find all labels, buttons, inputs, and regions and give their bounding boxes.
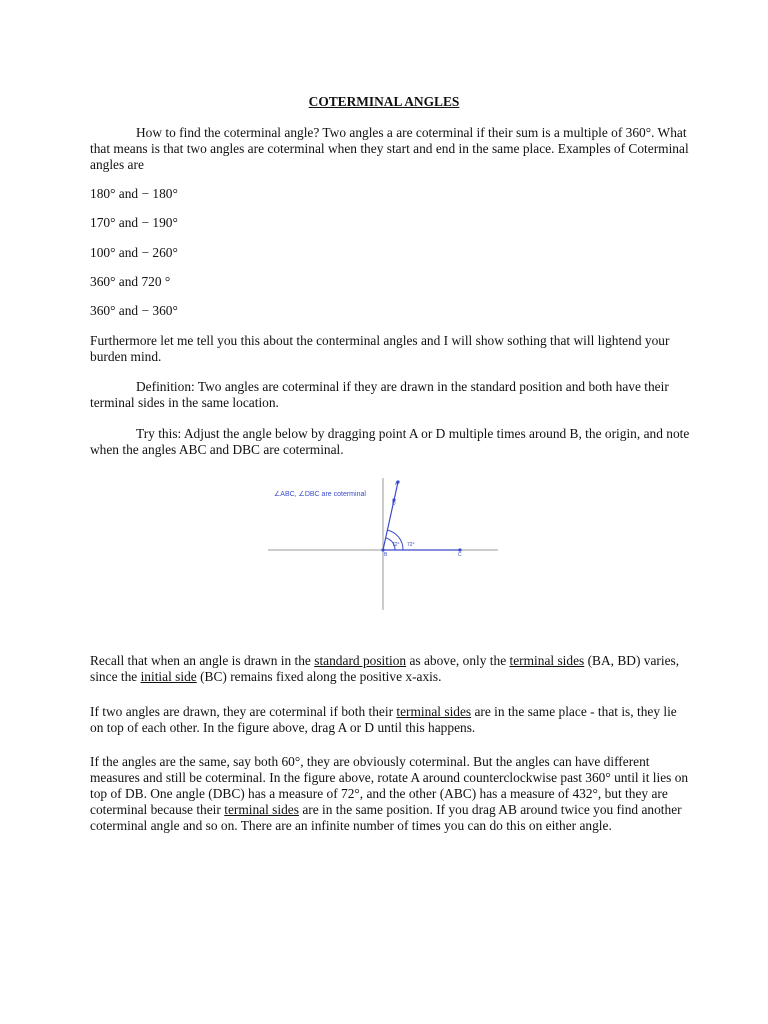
recall-text-4: (BC) remains fixed along the positive x-axis. <box>196 669 442 684</box>
angle-figure[interactable] <box>262 474 502 614</box>
label-b: B <box>384 552 388 558</box>
example-1: 180° and − 180° <box>90 186 178 201</box>
same-text-2: are in the same position. If you drag AB around twice you find another coterminal angle and so on. There are an infinite number of times you can do this on either angle. <box>90 802 682 833</box>
angle-label-1: 72° <box>392 542 400 548</box>
two-angles-text-1: If two angles are drawn, they are coterminal if both their <box>90 704 397 719</box>
intro-paragraph: How to find the coterminal angle? Two angles a are coterminal if their sum is a multiple of 360°. What that means is that two angles are coterminal when they start and end in the same place. Examples of Coterminal angles are <box>90 125 689 172</box>
same-angles-paragraph <box>90 754 690 834</box>
recall-text-1: Recall that when an angle is drawn in the <box>90 653 315 668</box>
label-d: D <box>392 501 396 507</box>
example-4: 360° and 720 ° <box>90 274 171 289</box>
angle-label-2: 72° <box>407 542 415 548</box>
figure-caption: ∠ABC, ∠DBC are coterminal <box>274 491 366 498</box>
page-title: COTERMINAL ANGLES <box>308 94 460 109</box>
recall-paragraph <box>90 653 690 685</box>
definition-paragraph: Definition: Two angles are coterminal if they are drawn in the standard position and both have their terminal sides in the same location. <box>90 379 669 410</box>
two-angles-link-terminal-sides: terminal sides <box>396 704 472 719</box>
try-this-paragraph: Try this: Adjust the angle below by dragging point A or D multiple times around B, the origin, and note when the angles ABC and DBC are coterminal. <box>90 426 690 457</box>
recall-link-terminal-sides: terminal sides <box>509 653 585 668</box>
two-angles-paragraph <box>90 704 690 736</box>
two-angles-text-2: are in the same place - that is, they lie on top of each other. In the figure above, drag A or D until this happens. <box>90 704 677 735</box>
same-text-1: If the angles are the same, say both 60°, they are obviously coterminal. But the angles can have different measures and still be coterminal. In the figure above, rotate A around counterclockwise past 360° until it lies on top of DB. One angle (DBC) has a measure of 72°, and the other (ABC) has a measure of 432°, but they are coterminal because their <box>90 754 689 817</box>
example-5: 360° and − 360° <box>90 303 178 318</box>
label-a: A <box>395 481 399 487</box>
recall-link-initial-side: initial side <box>140 669 197 684</box>
recall-link-standard-position: standard position <box>314 653 407 668</box>
same-link-terminal-sides: terminal sides <box>224 802 299 817</box>
example-2: 170° and − 190° <box>90 215 178 230</box>
label-c: C <box>458 552 462 558</box>
furthermore-paragraph: Furthermore let me tell you this about the conterminal angles and I will show sothing that will lightend your burden mind. <box>90 333 670 364</box>
recall-text-3: (BA, BD) varies, since the <box>90 653 680 684</box>
recall-text-2: as above, only the <box>406 653 510 668</box>
example-3: 100° and − 260° <box>90 245 178 260</box>
